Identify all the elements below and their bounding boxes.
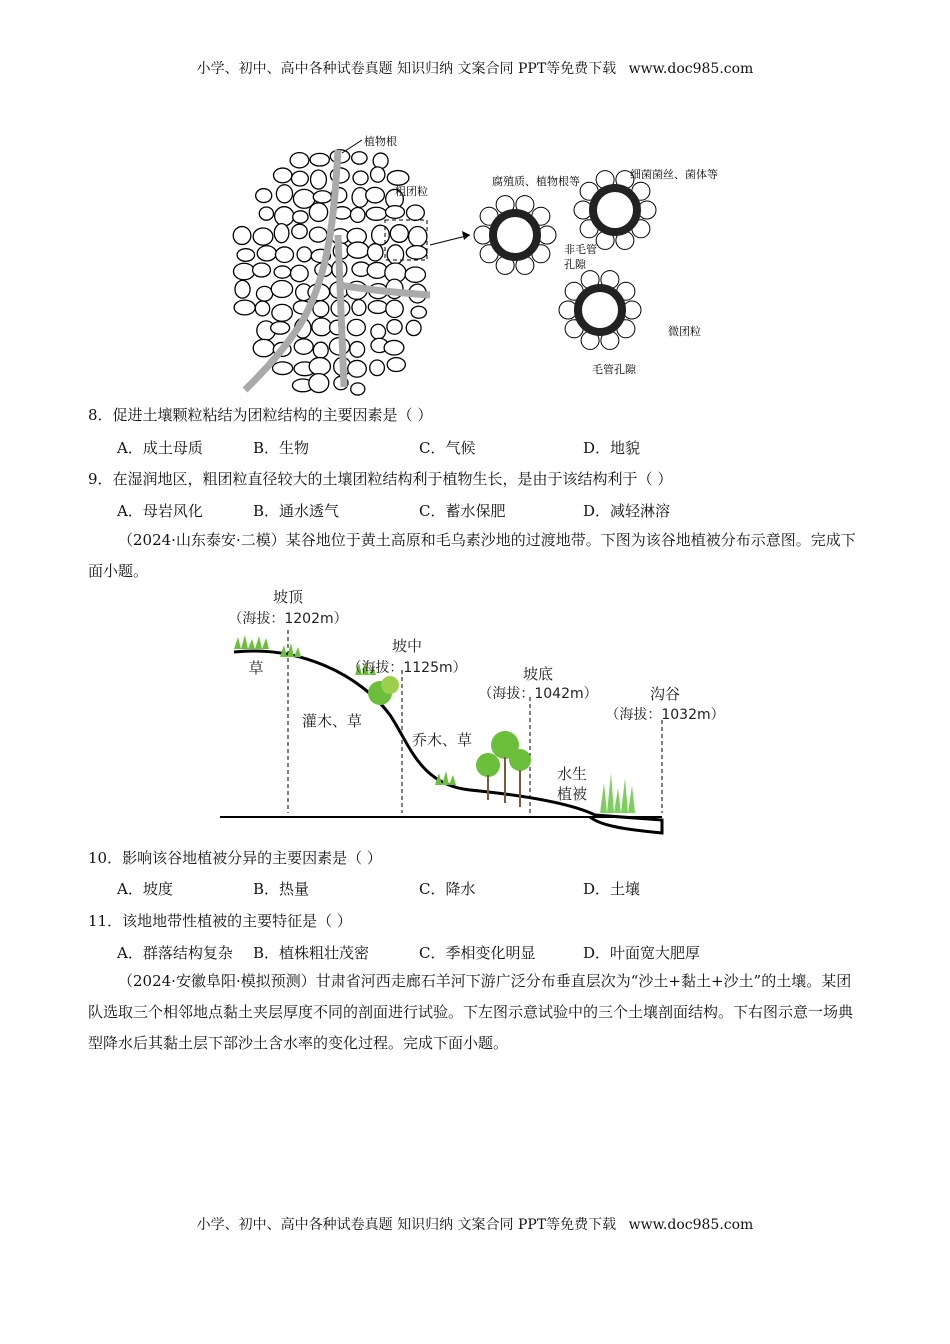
page-header xyxy=(0,58,950,78)
header-url[interactable]: www.doc985.com xyxy=(628,61,754,77)
label-noncap-2: 孔隙 xyxy=(564,258,586,271)
option-b[interactable]: B．生物 xyxy=(253,439,310,457)
question-9: 9．在湿润地区，粗团粒直径较大的土壤团粒结构利于植物生长，是由于该结构利于（ ） xyxy=(88,470,673,488)
option-c[interactable]: C．气候 xyxy=(419,439,476,457)
question-8: 8．促进土壤颗粒粘结为团粒结构的主要因素是（ ） xyxy=(88,406,433,424)
option-a[interactable]: A．成土母质 xyxy=(117,439,203,457)
valley-vegetation-figure xyxy=(220,585,725,835)
option-d[interactable]: D．减轻淋溶 xyxy=(583,502,671,520)
option-c[interactable]: C．季相变化明显 xyxy=(419,944,536,962)
option-b[interactable]: B．热量 xyxy=(253,880,310,898)
question-10: 10．影响该谷地植被分异的主要因素是（ ） xyxy=(88,849,382,867)
option-d[interactable]: D．叶面宽大肥厚 xyxy=(583,944,701,962)
option-d[interactable]: D．地貌 xyxy=(583,439,641,457)
header-text: 小学、初中、高中各种试卷真题 知识归纳 文案合同 PPT等免费下载 xyxy=(196,61,617,77)
footer-url[interactable]: www.doc985.com xyxy=(628,1217,754,1233)
site-gully-alt: （海拔：1032m） xyxy=(605,707,725,723)
option-d[interactable]: D．土壤 xyxy=(583,880,641,898)
option-a[interactable]: A．母岩风化 xyxy=(117,502,203,520)
option-a[interactable]: A．坡度 xyxy=(117,880,173,898)
site-top-alt: （海拔：1202m） xyxy=(228,611,348,627)
label-cap: 毛管孔隙 xyxy=(592,363,636,376)
option-c[interactable]: C．降水 xyxy=(419,880,476,898)
label-micro: 微团粒 xyxy=(668,325,701,338)
site-bottom: 坡底 xyxy=(522,665,554,683)
veg-shrub: 灌木、草 xyxy=(301,712,363,730)
site-gully: 沟谷 xyxy=(649,685,681,703)
site-top: 坡顶 xyxy=(272,588,304,606)
site-mid-alt: （海拔：1125m） xyxy=(347,660,467,676)
label-coarse: 粗团粒 xyxy=(395,185,428,198)
option-a[interactable]: A．群落结构复杂 xyxy=(117,944,233,962)
option-b[interactable]: B．植株粗壮茂密 xyxy=(253,944,370,962)
veg-aquatic-2: 植被 xyxy=(556,785,588,803)
option-b[interactable]: B．通水透气 xyxy=(253,502,340,520)
veg-grass: 草 xyxy=(248,659,264,677)
veg-tree: 乔木、草 xyxy=(411,731,473,749)
label-root: 植物根 xyxy=(364,135,397,148)
soil-aggregate-figure xyxy=(230,125,750,395)
passage-1: （2024·山东泰安·二模）某谷地位于黄土高原和毛乌素沙地的过渡地带。下图为该谷地植被分布示意图。完成下面小题。 xyxy=(88,531,856,580)
site-mid: 坡中 xyxy=(391,637,423,655)
label-bacteria: 细菌菌丝、菌体等 xyxy=(630,168,718,181)
label-humus: 腐殖质、植物根等 xyxy=(492,175,580,188)
question-11: 11．该地地带性植被的主要特征是（ ） xyxy=(88,912,352,930)
label-noncap: 非毛管 xyxy=(564,243,597,256)
site-bottom-alt: （海拔：1042m） xyxy=(478,686,598,702)
page-footer xyxy=(0,1214,950,1234)
option-c[interactable]: C．蓄水保肥 xyxy=(419,502,506,520)
passage-2: （2024·安徽阜阳·模拟预测）甘肃省河西走廊石羊河下游广泛分布垂直层次为“沙土+黏土+沙土”的土壤。某团队选取三个相邻地点黏土夹层厚度不同的剖面进行试验。下左图示意试验中的三个土壤剖面结构。下右图示意一场典型降水后其黏土层下部沙土含水率的变化过程。完成下面小题。 xyxy=(88,972,854,1052)
veg-aquatic: 水生 xyxy=(556,765,588,783)
footer-text: 小学、初中、高中各种试卷真题 知识归纳 文案合同 PPT等免费下载 xyxy=(196,1217,617,1233)
